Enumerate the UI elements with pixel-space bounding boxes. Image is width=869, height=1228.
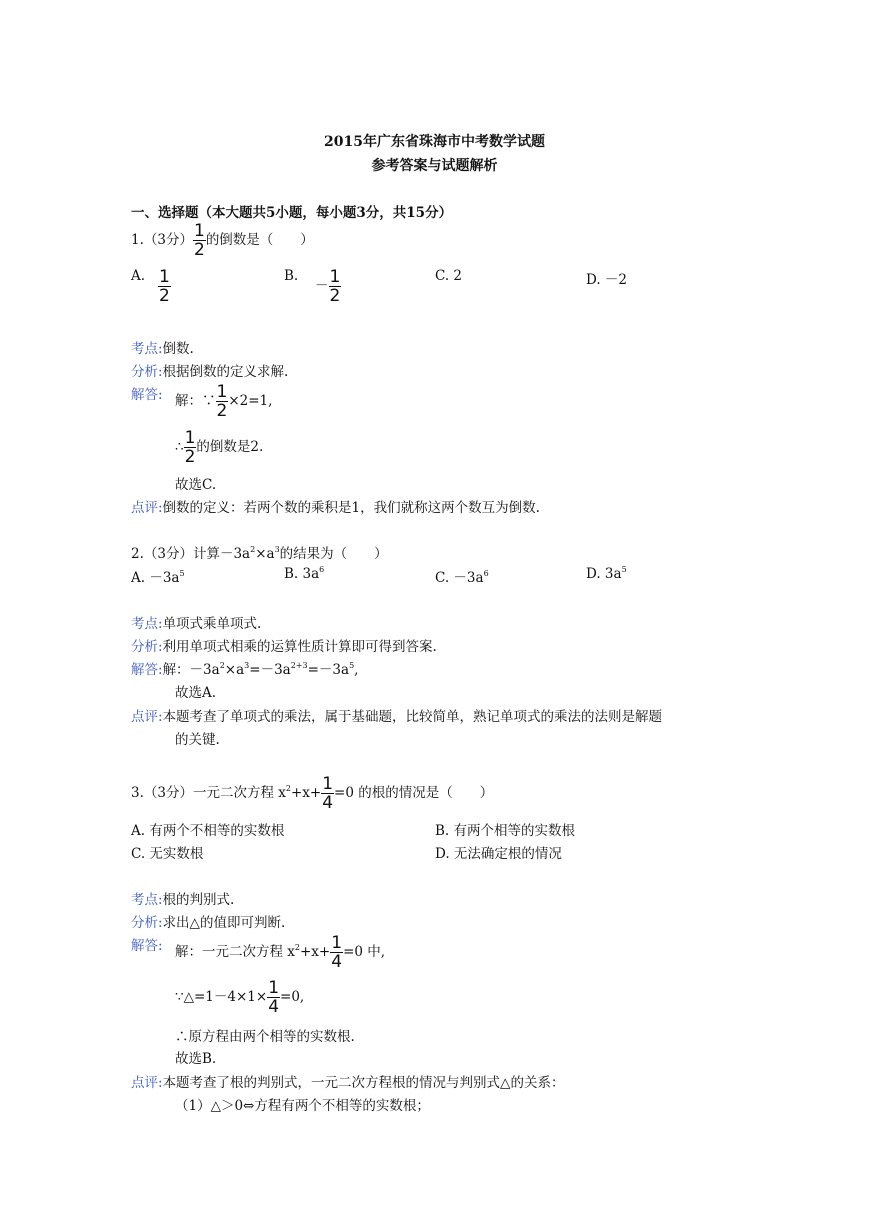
- q3-jieda-label: 解答:: [131, 938, 163, 954]
- q1-jieda-line1: 解：∵ $\frac{1}{2}$ ×2=1,: [175, 382, 273, 421]
- q3-stem: 3.（3分）一元二次方程 $x^2+x+$ $\frac{1}{4}$ =0 的根的情况是（ ）: [131, 774, 494, 813]
- jieda-label: 解答:: [131, 387, 163, 403]
- q2-fenxi: 分析:利用单项式相乘的运算性质计算即可得到答案.: [131, 639, 437, 655]
- q2-dianping: 点评:本题考查了单项式的乘法，属于基础题，比较简单，熟记单项式的乘法的法则是解题: [131, 709, 663, 725]
- q2-dianping-line2: 的关键.: [175, 732, 220, 748]
- q1-jieda-line2: ∴ $\frac{1}{2}$ 的倒数是2.: [175, 428, 264, 467]
- q3-fenxi: 分析:求出△的值即可判断.: [131, 915, 286, 931]
- doc-title: 2015年广东省珠海市中考数学试题: [324, 134, 545, 150]
- q1-option-a-fraction: $\frac{1}{2}$: [159, 267, 170, 306]
- q2-jieda: 解答:解：$-3a^2\times a^3=-3a^{2+3}=-3a^5$,: [131, 661, 359, 678]
- q1-option-d: D. －2: [586, 272, 628, 288]
- q2-option-a: A. $-3a^5$: [131, 569, 185, 586]
- q1-option-c: C. 2: [435, 268, 463, 284]
- doc-subtitle: 参考答案与试题解析: [371, 158, 498, 174]
- q1-kaodian: 考点:倒数.: [131, 341, 194, 357]
- q1-prefix: 1.（3分）: [131, 232, 193, 248]
- q3-kaodian: 考点:根的判别式.: [131, 892, 235, 908]
- q3-option-a: A. 有两个不相等的实数根: [131, 823, 285, 839]
- q2-option-c: C. $-3a^6$: [435, 569, 489, 586]
- q2-jieda-line2: 故选A.: [175, 685, 217, 701]
- q2-option-d: D. $3a^5$: [586, 565, 627, 582]
- q3-dianping-line2: （1）△＞0⇔方程有两个不相等的实数根；: [175, 1098, 430, 1114]
- q1-dianping: 点评:倒数的定义：若两个数的乘积是1，我们就称这两个数互为倒数.: [131, 500, 540, 516]
- q1-fraction: $\frac{1}{2}$: [193, 221, 205, 260]
- q3-jieda-line3: ∴原方程由两个相等的实数根.: [175, 1029, 355, 1045]
- q3-jieda-line2: ∵△=1－4×1× $\frac{1}{4}$ =0,: [175, 978, 305, 1017]
- fenxi-label: 分析:: [131, 364, 163, 380]
- q3-dianping: 点评:本题考查了根的判别式，一元二次方程根的情况与判别式△的关系：: [131, 1075, 565, 1091]
- dianping-label: 点评:: [131, 500, 163, 516]
- q1-fenxi: 分析:根据倒数的定义求解.: [131, 364, 289, 380]
- kaodian-label: 考点:: [131, 341, 163, 357]
- q1-suffix: 的倒数是（ ）: [205, 232, 314, 248]
- q1-stem: [131, 222, 314, 259]
- q1-option-b: B.: [284, 268, 299, 284]
- q3-option-d: D. 无法确定根的情况: [435, 846, 562, 862]
- q1-jieda-line3: 故选C.: [175, 477, 217, 493]
- q3-jieda-line4: 故选B.: [175, 1051, 217, 1067]
- q1-option-a: A.: [131, 268, 146, 284]
- q1-option-b-fraction: － $\frac{1}{2}$: [315, 267, 341, 306]
- q2-stem: 2.（3分）计算$-3a^2\times a^3$的结果为（ ）: [131, 545, 388, 562]
- q3-jieda-line1: 解：一元二次方程 $x^2+x+$ $\frac{1}{4}$ =0 中,: [175, 933, 386, 972]
- q2-kaodian: 考点:单项式乘单项式.: [131, 616, 262, 632]
- section-heading: 一、选择题（本大题共5小题，每小题3分，共15分）: [131, 205, 453, 221]
- q3-option-c: C. 无实数根: [131, 846, 204, 862]
- q3-option-b: B. 有两个相等的实数根: [435, 823, 576, 839]
- q2-option-b: B. $3a^6$: [284, 565, 325, 582]
